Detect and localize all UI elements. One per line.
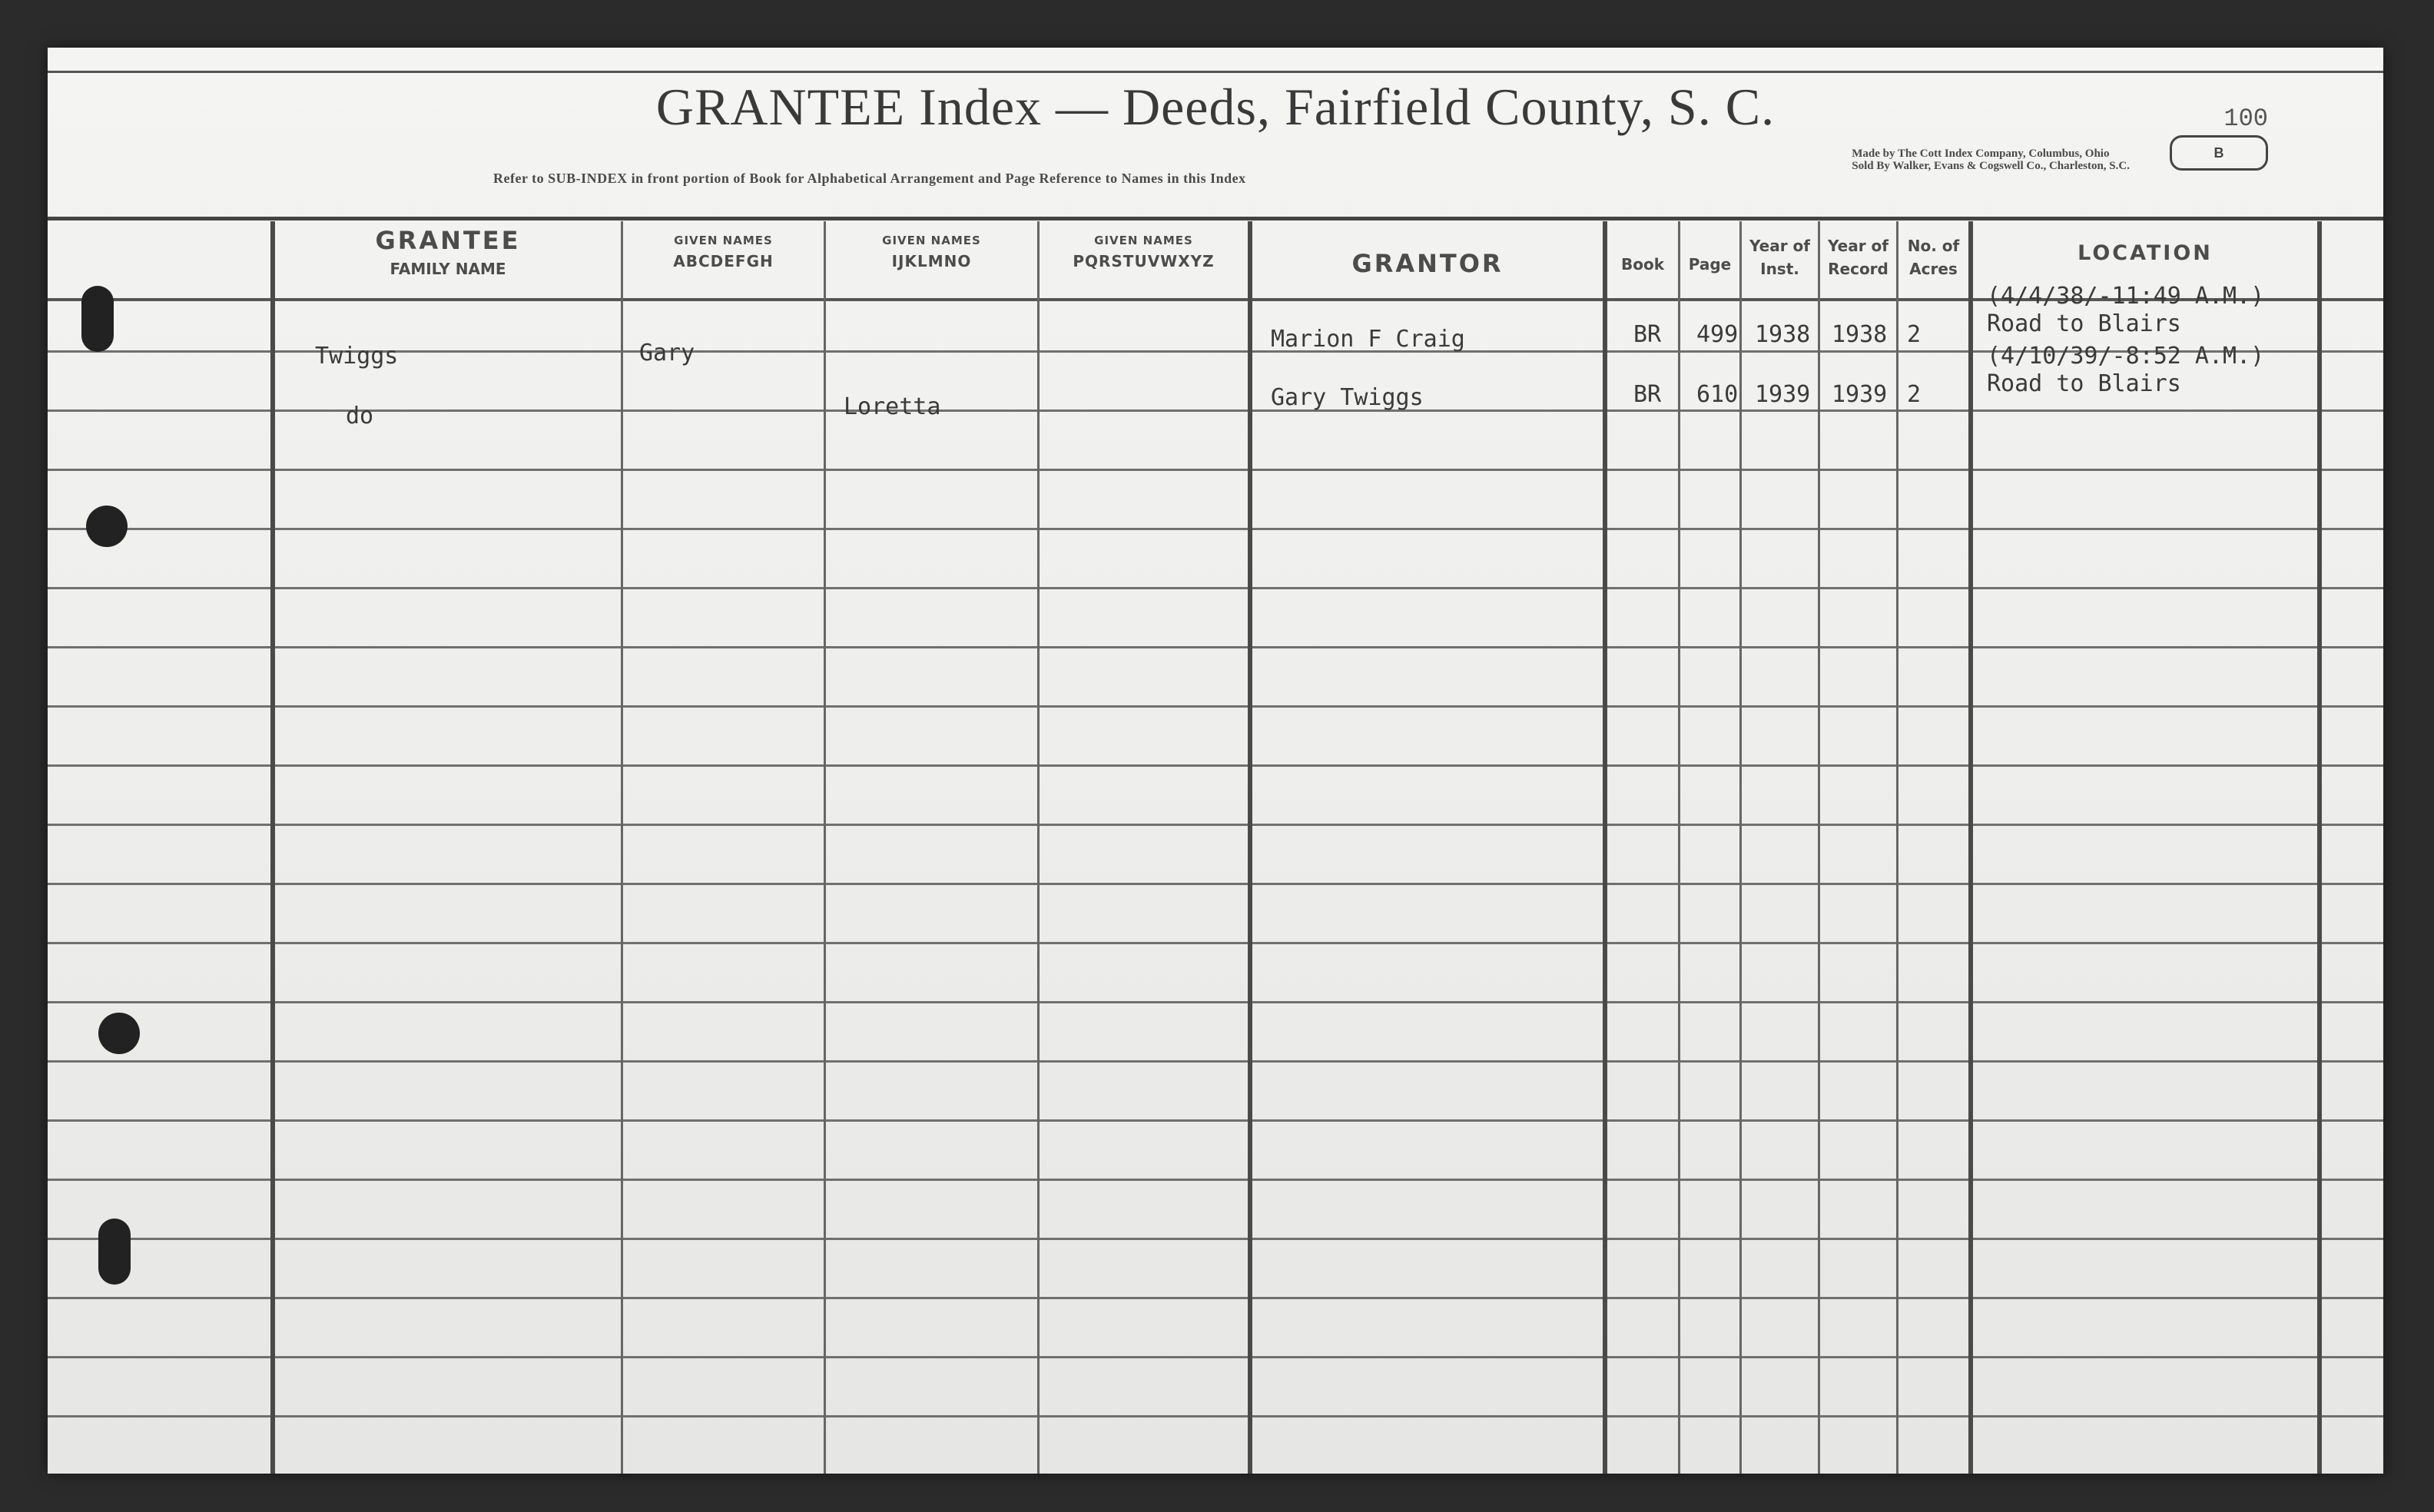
column-divider xyxy=(1603,221,1607,1474)
header-given-title: GIVEN NAMES xyxy=(674,234,773,247)
row1-location-place: Road to Blairs xyxy=(1987,310,2181,337)
column-divider xyxy=(1037,221,1040,1474)
binder-hole xyxy=(86,506,128,547)
header-year-inst-line2: Inst. xyxy=(1760,260,1799,278)
header-grantee-title: GRANTEE xyxy=(375,226,521,255)
row2-year-inst: 1939 xyxy=(1755,381,1811,408)
ledger-line xyxy=(48,528,2383,530)
header-given-letters: IJKLMNO xyxy=(891,252,972,270)
header-page xyxy=(1680,250,1739,274)
row1-family-name: Twiggs xyxy=(315,343,399,370)
sub-index-note: Refer to SUB-INDEX in front portion of Book for Alphabetical Arrangement and Page Reference to Names in this Index xyxy=(493,171,1246,186)
header-acres xyxy=(1898,232,1968,278)
publisher-note xyxy=(1852,148,2130,172)
row2-page: 610 xyxy=(1696,381,1739,408)
header-grantor-title: GRANTOR xyxy=(1351,249,1504,278)
row1-year-record: 1938 xyxy=(1832,321,1888,348)
ledger-line xyxy=(48,1179,2383,1181)
page-title: GRANTEE Index — Deeds, Fairfield County, S. C. xyxy=(655,78,1776,136)
ledger-line xyxy=(48,1060,2383,1063)
row1-book: BR xyxy=(1633,321,1662,348)
header-year-record xyxy=(1820,232,1896,278)
column-divider xyxy=(824,221,826,1474)
row2-grantor: Gary Twiggs xyxy=(1271,384,1424,411)
header-year-record-line1: Year of xyxy=(1828,237,1889,255)
header-grantor xyxy=(1252,249,1603,278)
header-year-inst-line1: Year of xyxy=(1749,237,1810,255)
ledger-line xyxy=(48,1415,2383,1418)
row1-year-inst: 1938 xyxy=(1755,321,1811,348)
header-given-letters: ABCDEFGH xyxy=(673,252,774,270)
sheet-number: 100 xyxy=(2223,104,2268,133)
ledger-line xyxy=(48,1001,2383,1003)
ledger-line xyxy=(48,587,2383,589)
ledger-line xyxy=(48,410,2383,412)
row2-location-place: Road to Blairs xyxy=(1987,370,2181,397)
column-divider xyxy=(1968,221,1973,1474)
header-book xyxy=(1607,250,1678,274)
binder-slot xyxy=(81,286,114,352)
ledger-line xyxy=(48,942,2383,944)
header-acres-line2: Acres xyxy=(1909,260,1958,278)
ledger-line xyxy=(48,646,2383,648)
column-divider xyxy=(1678,221,1680,1474)
header-given-pqrstuvwxyz xyxy=(1040,226,1248,270)
header-location-label: LOCATION xyxy=(2078,241,2213,265)
binder-hole xyxy=(98,1013,140,1054)
row2-book: BR xyxy=(1633,381,1662,408)
ledger-line xyxy=(48,1119,2383,1122)
header-grantee-sub: FAMILY NAME xyxy=(390,260,506,278)
row1-location-time: (4/4/38/-11:49 A.M.) xyxy=(1987,283,2265,310)
row2-year-record: 1939 xyxy=(1832,381,1888,408)
row1-grantor: Marion F Craig xyxy=(1271,326,1465,353)
row2-given-ijklmno: Loretta xyxy=(844,393,941,420)
header-given-ijklmno xyxy=(826,226,1037,270)
ledger-line xyxy=(48,764,2383,767)
binder-slot xyxy=(98,1219,131,1285)
header-given-letters: PQRSTUVWXYZ xyxy=(1073,252,1215,270)
ledger-line xyxy=(48,1356,2383,1358)
header-given-abcdefgh xyxy=(623,226,824,270)
header-rule xyxy=(48,217,2383,220)
row2-acres: 2 xyxy=(1907,381,1922,408)
ledger-line xyxy=(48,883,2383,885)
publisher-line-2: Sold By Walker, Evans & Cogswell Co., Charleston, S.C. xyxy=(1852,160,2130,172)
header-grantee xyxy=(275,226,621,278)
ledger-line xyxy=(48,705,2383,708)
ledger-line xyxy=(48,824,2383,826)
ledger-line xyxy=(48,1297,2383,1299)
header-given-title: GIVEN NAMES xyxy=(882,234,981,247)
header-given-title: GIVEN NAMES xyxy=(1094,234,1193,247)
header-book-label: Book xyxy=(1620,255,1665,274)
header-year-record-line2: Record xyxy=(1828,260,1889,278)
row1-page: 499 xyxy=(1696,321,1739,348)
row1-acres: 2 xyxy=(1907,321,1922,348)
header-location xyxy=(1973,241,2317,265)
header-page-label: Page xyxy=(1688,255,1732,274)
column-divider xyxy=(1248,221,1252,1474)
row2-location-time: (4/10/39/-8:52 A.M.) xyxy=(1987,343,2265,370)
ledger-line xyxy=(48,1238,2383,1240)
ledger-line xyxy=(48,469,2383,471)
column-divider xyxy=(1818,221,1820,1474)
column-divider xyxy=(1896,221,1898,1474)
column-divider xyxy=(621,221,623,1474)
column-divider xyxy=(2317,221,2322,1474)
column-divider xyxy=(1739,221,1742,1474)
row1-given-abcdefgh: Gary xyxy=(639,340,695,366)
header-year-inst xyxy=(1742,232,1818,278)
header-acres-line1: No. of xyxy=(1907,237,1960,255)
top-rule xyxy=(48,71,2383,73)
sheet-letter-tab: B xyxy=(2170,135,2268,171)
column-divider xyxy=(270,221,275,1474)
publisher-line-1: Made by The Cott Index Company, Columbus, Ohio xyxy=(1852,148,2110,160)
index-sheet xyxy=(48,48,2383,1474)
row2-family-name: do xyxy=(346,403,374,429)
